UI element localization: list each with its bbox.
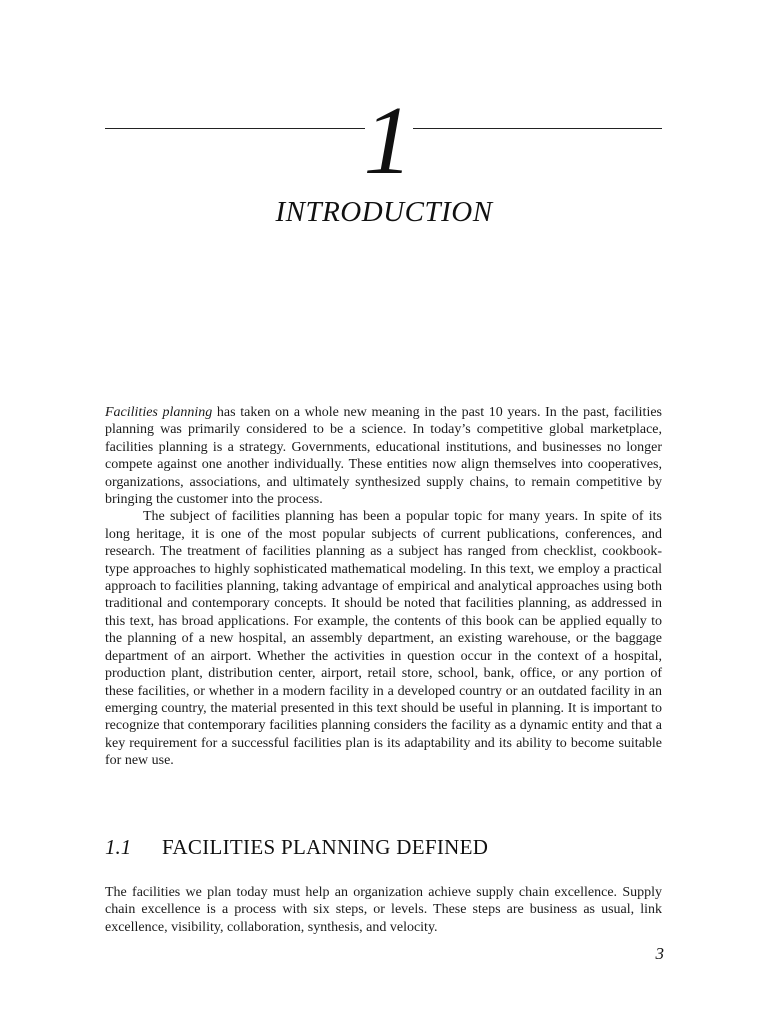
section-title: FACILITIES PLANNING DEFINED — [162, 835, 489, 859]
section-number: 1.1 — [105, 835, 132, 859]
chapter-rule-left — [105, 128, 365, 129]
chapter-number: 1 — [363, 87, 413, 195]
chapter-title: INTRODUCTION — [275, 196, 493, 228]
section-heading — [105, 835, 488, 860]
section-text — [105, 884, 662, 936]
intro-paragraph-1 — [105, 404, 662, 508]
intro-paragraph-1-text: has taken on a whole new meaning in the past 10 years. In the past, facilities planning was primarily considered to be a science. In today’s competitive global marketplace, facilities planning is a strategy. Governments, educational institutions, and businesses no longer compete against one another individually. These entities now align themselves into cooperatives, organizations, associations, and ultimately synthesized supply chains, to remain competitive by bringing the customer into the process. — [105, 405, 662, 508]
key-term: Facilities planning — [105, 405, 213, 420]
section-paragraph-1: The facilities we plan today must help an organization achieve supply chain excellence. Supply chain excellence is a process with six steps, or levels. These steps are business as usual, link excellence, visibility, collaboration, synthesis, and velocity. — [105, 885, 662, 935]
chapter-rule-right — [413, 128, 662, 129]
intro-text — [105, 404, 662, 770]
intro-paragraph-2: The subject of facilities planning has been a popular topic for many years. In spite of its long heritage, it is one of the most popular subjects of current publications, conferences, and research. The treatment of facilities planning as a subject has ranged from checklist, cookbook-type approaches to highly sophisticated mathematical modeling. In this text, we employ a practical approach to facilities planning, taking advantage of empirical and analytical approaches using both traditional and contemporary concepts. It should be noted that facilities planning, as addressed in this text, has broad applications. For example, the contents of this book can be applied equally to the planning of a new hospital, an assembly department, an existing warehouse, or the baggage department of an airport. Whether the activities in question occur in the context of a hospital, production plant, distribution center, airport, retail store, school, bank, office, or any portion of these facilities, or whether in a modern facility in a developed country or an outdated facility in an emerging country, the material presented in this text should be useful in planning. It is important to recognize that contemporary facilities planning considers the facility as a dynamic entity and that a key requirement for a successful facilities plan is its adaptability and its ability to become suitable for new use. — [105, 509, 662, 769]
page-number: 3 — [655, 944, 664, 963]
